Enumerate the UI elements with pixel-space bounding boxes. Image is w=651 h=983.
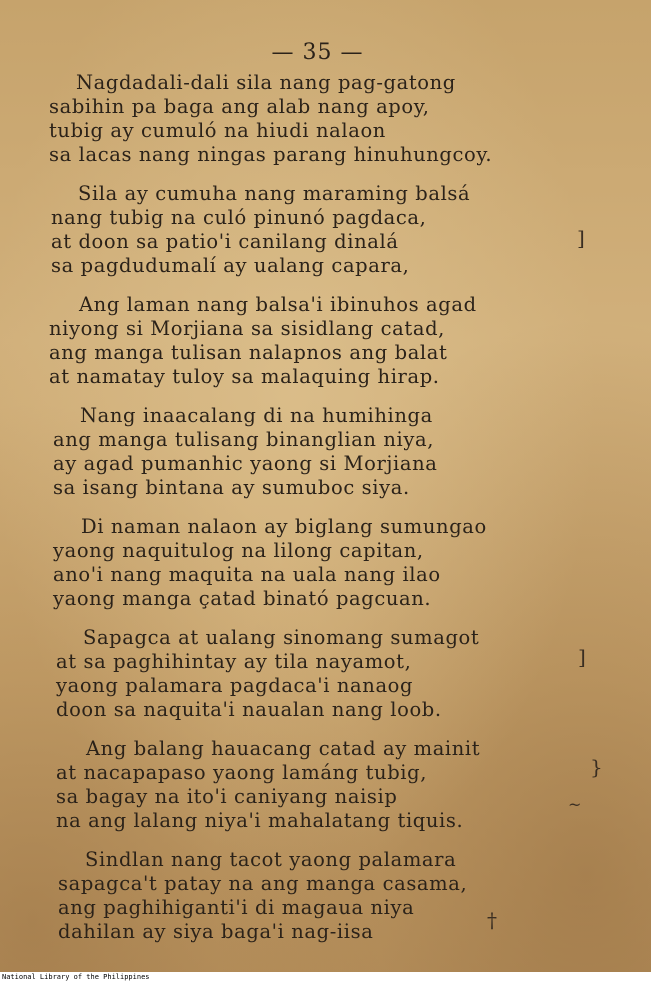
page-number: — 35 — xyxy=(271,40,364,65)
verse-line: ay agad pumanhic yaong si Morjiana xyxy=(53,452,438,475)
stanza xyxy=(0,515,651,611)
verse-line: sa bagay na ito'i caniyang naisip xyxy=(56,785,398,808)
verse-line: Sindlan nang tacot yaong palamara xyxy=(85,848,457,871)
verse-line: doon sa naquita'i naualan nang loob. xyxy=(56,698,442,721)
footer-bar xyxy=(0,972,651,983)
verse-line: dahilan ay siya baga'i nag-iisa xyxy=(58,920,374,943)
verse-line: Nagdadali-dali sila nang pag-gatong xyxy=(76,71,456,94)
stanza xyxy=(0,71,651,167)
verse-line: Sila ay cumuha nang maraming balsá xyxy=(78,182,471,205)
stanza xyxy=(0,182,651,278)
verse-line: ano'i nang maquita na uala nang ilao xyxy=(53,563,441,586)
verse-line: sapagca't patay na ang manga casama, xyxy=(58,872,468,895)
verse-line: sa isang bintana ay sumuboc siya. xyxy=(53,476,410,499)
verse-line: at namatay tuloy sa malaquing hirap. xyxy=(49,365,440,388)
verse-line: yaong palamara pagdaca'i nanaog xyxy=(56,674,414,697)
verse-line: ang paghihiganti'i di magaua niya xyxy=(58,896,415,919)
margin-mark: ] xyxy=(577,226,585,250)
margin-mark: } xyxy=(590,755,603,779)
verse-line: yaong manga çatad binató pagcuan. xyxy=(53,587,432,610)
verse-line: at nacapapaso yaong lamáng tubig, xyxy=(56,761,427,784)
stanza xyxy=(0,404,651,500)
stanza xyxy=(0,848,651,944)
verse-line: at sa paghihintay ay tila nayamot, xyxy=(56,650,412,673)
stanza xyxy=(0,626,651,722)
verse-line: sa lacas nang ningas parang hinuhungcoy. xyxy=(49,143,493,166)
margin-mark: ] xyxy=(578,645,586,669)
verse-line: Sapagca at ualang sinomang sumagot xyxy=(83,626,480,649)
verse-line: sa pagdudumalí ay ualang capara, xyxy=(51,254,410,277)
verse-line: sabihin pa baga ang alab nang apoy, xyxy=(49,95,430,118)
verse-line: yaong naquitulog na lilong capitan, xyxy=(53,539,424,562)
library-credit: National Library of the Philippines xyxy=(2,973,150,981)
verse-line: Ang balang hauacang catad ay mainit xyxy=(86,737,481,760)
verse-line: ang manga tulisang binanglian niya, xyxy=(53,428,435,451)
verse-line: Di naman nalaon ay biglang sumungao xyxy=(81,515,487,538)
margin-mark: ~ xyxy=(568,795,582,814)
verse-line: at doon sa patio'i canilang dinalá xyxy=(51,230,399,253)
stanza xyxy=(0,737,651,833)
verse-line: na ang lalang niya'i mahalatang tiquis. xyxy=(56,809,464,832)
cross-mark: † xyxy=(487,908,497,932)
verse-line: niyong si Morjiana sa sisidlang catad, xyxy=(49,317,445,340)
poem-body xyxy=(0,71,651,959)
stanza xyxy=(0,293,651,389)
verse-line: Nang inaacalang di na humihinga xyxy=(80,404,433,427)
verse-line: nang tubig na culó pinunó pagdaca, xyxy=(51,206,427,229)
verse-line: tubig ay cumuló na hiudi nalaon xyxy=(49,119,386,142)
verse-line: Ang laman nang balsa'i ibinuhos agad xyxy=(79,293,477,316)
verse-line: ang manga tulisan nalapnos ang balat xyxy=(49,341,448,364)
